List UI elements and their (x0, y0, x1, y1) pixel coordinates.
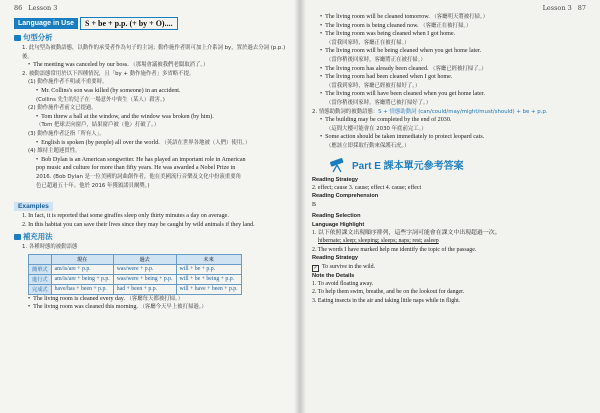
table-header-cell: 過去 (113, 254, 176, 264)
modal-example-1: • The building may be completed by the end of 2030. (312, 116, 586, 125)
examples-heading: Examples (14, 202, 53, 211)
table-cell: have/has + been + p.p. (51, 284, 113, 294)
reading-comprehension-answer: B (312, 201, 316, 208)
right-lesson-label: Lesson 3 (542, 4, 572, 12)
modal-example-1-translation: （這間大樓可能會在 2030 年底前完工。） (326, 125, 427, 132)
note-details-heading: Note the Details (312, 272, 355, 279)
part-e-heading (328, 157, 586, 173)
telescope-icon (328, 157, 348, 173)
tense-example-9-translation: （當你稍後回家時，客廳將已被打掃好了。） (326, 99, 432, 106)
example-2: 2. In this habitat you can save their lives since they may be caught by wild animals if they land. (22, 221, 255, 228)
part-e-title: Part E 課本單元參考答案 (352, 161, 464, 172)
tense-example-6-translation: （當你稍後回家時，客廳將正在被打掃。） (326, 56, 426, 63)
table-cell: will + have + been + p.p. (176, 284, 241, 294)
pencil-icon (14, 234, 21, 240)
right-page (300, 0, 600, 413)
right-page-number: 87 (577, 4, 586, 12)
passive-formula: S + be + p.p. (+ by + O).... (80, 17, 178, 30)
point-1-example: • The meeting was canceled by our boss. （那場會議被我們老闆取消了。） (14, 61, 290, 70)
reading-strategy-2-heading: Reading Strategy (312, 255, 359, 262)
left-lesson-label: Lesson 3 (28, 4, 58, 12)
tense-table-intro: 1. 各種時態的被動語態 (22, 244, 78, 251)
point-2-4-example-a: • Bob Dylan is an American songwriter. He has played an important role in American (14, 156, 290, 165)
tense-example-6: • The living room will be being cleaned when you get home later. (312, 47, 586, 56)
language-highlight-heading: Language Highlight (312, 221, 365, 228)
table-cell: am/is/are + being + p.p. (51, 274, 113, 284)
tense-example-4: • The living room is being cleaned now. （客廳正在被打掃。） (312, 22, 586, 31)
modal-example-2-translation: （應該立即採取行動來保護石虎。） (326, 142, 410, 149)
table-cell: was/were + being + p.p. (113, 274, 176, 284)
tense-example-1: • The living room is cleaned every day. （客廳每天都被打掃。） (14, 295, 290, 304)
tense-example-2: • The living room was cleaned this morning. （客廳今天早上被打掃過。） (14, 303, 290, 312)
point-2-3: (3) 動作施作者泛指「所有人」。 (28, 130, 105, 137)
note-details-1: 1. To avoid floating away. (312, 280, 374, 287)
point-1-text: 1. 此句型為被動語態，以動作的承受者作為句子的主詞；動作施作者則可加上介系詞 by，置於過去分詞 (p.p.) 後。 (22, 45, 286, 60)
examples-box (14, 193, 290, 229)
point-2-3-example: • English is spoken (by people) all over the world. （英語在世界各地被（人們）使用。） (14, 139, 290, 148)
point-2-4: (4) 維持主題連貫性。 (28, 148, 81, 155)
point-2-4-example-c: 2016. (Bob Dylan 是一位美國的詞曲創作者，他在美國流行音樂及文化中扮演重要角 (36, 173, 241, 180)
table-cell: will + be + being + p.p. (176, 274, 241, 284)
sentence-analysis-heading: 句型分析 (14, 32, 290, 43)
table-row (29, 274, 242, 284)
tense-example-5: • The living room was being cleaned when I got home. (312, 30, 586, 39)
point-2-2: (2) 動作施作者前文已提過。 (28, 105, 97, 112)
tense-example-8: • The living room had been cleaned when I got home. (312, 73, 586, 82)
left-running-head (14, 4, 290, 13)
table-header-cell: 現在 (51, 254, 113, 264)
table-cell: am/is/are + p.p. (51, 264, 113, 274)
point-2-1-translation: (Collins 先生的兒子在一場意外中喪生（某人）殺害。) (36, 96, 165, 103)
table-cell: 進行式 (29, 274, 52, 284)
note-details-3: 3. Eating insects in the air and taking little naps while in flight. (312, 297, 461, 304)
note-details-2: 2. To help them swim, breathe, and be on the lookout for danger. (312, 289, 465, 296)
point-2-text: 2. 被動語態常用於以下四種情況，且「by + 動作施作者」多省略不提。 (22, 70, 195, 77)
tense-example-5-translation: （當我回家時，客廳正在被打掃。） (326, 39, 410, 46)
table-row (29, 284, 242, 294)
tense-example-3: • The living room will be cleaned tomorrow. （客廳明天將被打掃。） (312, 13, 586, 22)
table-cell: 完成式 (29, 284, 52, 294)
language-highlight-2: 2. The words I have marked help me identify the topic of the passage. (312, 246, 477, 253)
table-header-row (29, 254, 242, 264)
left-page-number: 86 (14, 4, 23, 12)
reading-strategy-2-answer: ✓ To survive in the wild. (313, 263, 376, 271)
example-1: 1. In fact, it is reported that some giraffes sleep only thirty minutes a day on average. (22, 213, 229, 220)
table-cell: had + been + p.p. (113, 284, 176, 294)
right-running-head (312, 4, 586, 13)
table-cell: will + be + p.p. (176, 264, 241, 274)
supplementary-usage-heading: 補充用法 (14, 231, 290, 242)
table-header-cell (29, 254, 52, 264)
table-row (29, 264, 242, 274)
language-in-use-tag: Language in Use (14, 18, 78, 29)
tense-example-9: • The living room will have been cleaned when you get home later. (312, 90, 586, 99)
tense-example-7: • The living room has already been cleaned. （客廳已經被打掃了。） (312, 65, 586, 74)
table-cell: was/were + p.p. (113, 264, 176, 274)
table-header-cell: 未來 (176, 254, 241, 264)
modal-passive-heading: 2. 情態助動詞的被動語態：S + 情態助動詞 (can/could/may/might/must/should) + be + p.p. (312, 108, 548, 115)
table-cell: 簡單式 (29, 264, 52, 274)
language-in-use-banner (14, 17, 290, 30)
checkbox-icon: ✓ (313, 265, 318, 271)
passive-tense-table (28, 254, 242, 295)
language-highlight-1: 1. 以下依照課文出現順序排列，這些字詞可能會在課文中出現超過一次。 (312, 229, 501, 236)
reading-strategy-answers: 2. effect; cause 3. cause; effect 4. cause; effect (312, 184, 422, 191)
point-2-1-example: • Mr. Collins's son was killed (by someone) in an accident. (14, 87, 290, 96)
point-2-2-translation: （Tom 把球丟向窗戶，結果窗戶被（他）打破了。） (36, 122, 160, 129)
reading-strategy-heading: Reading Strategy (312, 176, 359, 183)
reading-selection-heading: Reading Selection (312, 213, 361, 220)
point-2-1: (1) 動作施作者不明或不重要時。 (28, 79, 108, 86)
language-highlight-1-words: hibernate; sleep; sleeping; sleeps; naps; rest; asleep (318, 238, 439, 245)
point-2-4-example-b: pop music and culture for more than fifty years. He was awarded a Nobel Prize in (36, 165, 236, 172)
reading-comprehension-heading: Reading Comprehension (312, 193, 379, 200)
pencil-icon (14, 35, 21, 41)
modal-example-2: • Some action should be taken immediately to protect leopard cats. (312, 133, 586, 142)
point-2-2-example: • Tom threw a ball at the window, and the window was broken (by him). (14, 113, 290, 122)
tense-example-8-translation: （當我到家時，客廳已經被打掃好了。） (326, 82, 421, 89)
book-gutter (294, 0, 306, 413)
point-2-4-example-d: 色已超過五十年。他於 2016 年獲頒諾貝爾獎。) (36, 182, 150, 189)
